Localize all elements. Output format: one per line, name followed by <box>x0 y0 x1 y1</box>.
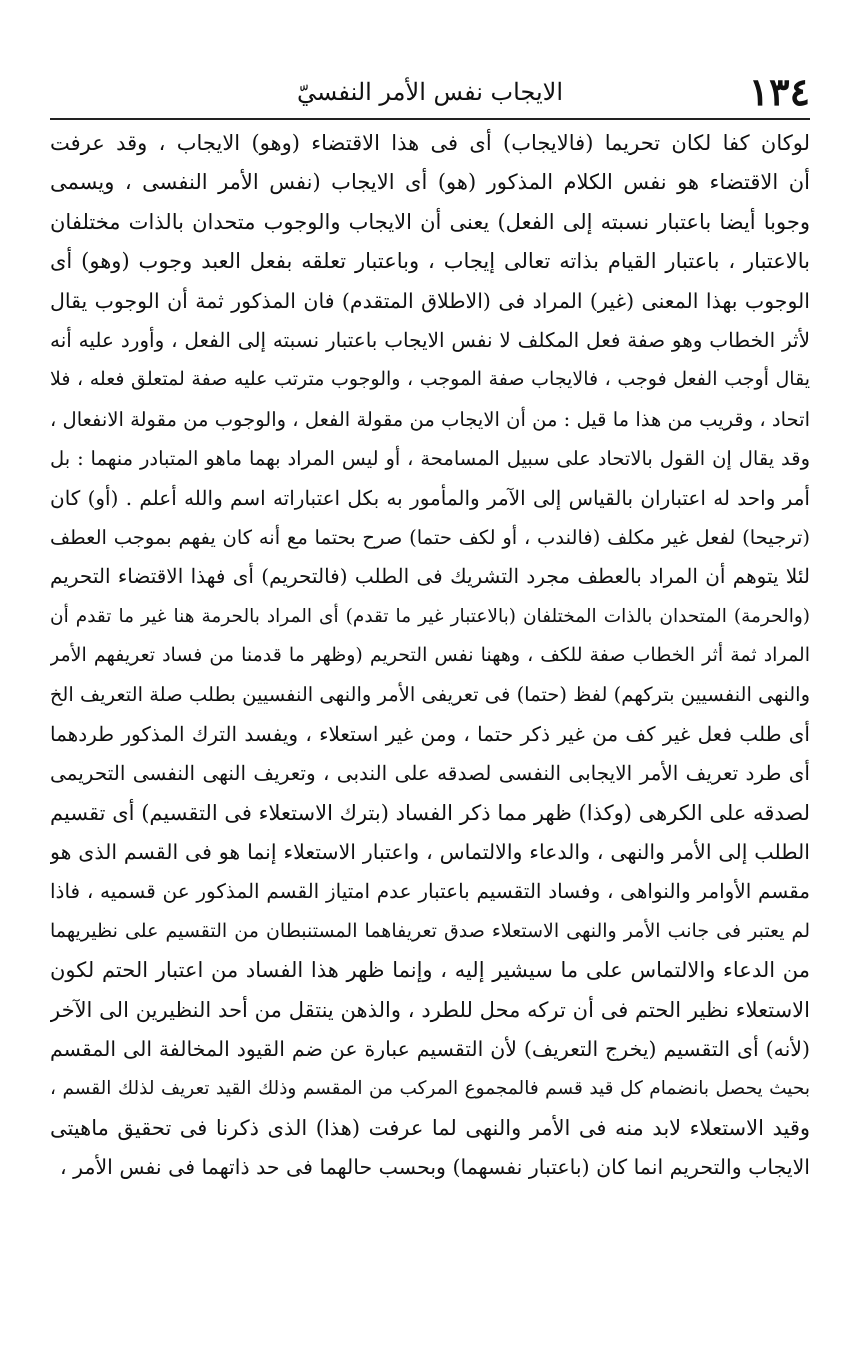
page-number: ١٣٤ <box>748 69 810 114</box>
text-line: بحيث يحصل بانضمام كل قيد قسم فالمجموع المركب من المقسم وذلك القيد تعريف لذلك القسم ، <box>50 1078 810 1100</box>
text-line: (والحرمة) المتحدان بالذات المختلفان (بالاعتبار غير ما تقدم) أى المراد بالحرمة هنا غير ما تقدم أن <box>50 605 810 627</box>
text-line: أن الاقتضاء هو نفس الكلام المذكور (هو) أى الايجاب (نفس الأمر النفسى ، ويسمى <box>50 170 810 195</box>
body-text <box>50 124 810 1188</box>
text-line: المراد ثمة أثر الخطاب صفة للكف ، وههنا نفس التحريم (وظهر ما قدمنا من فساد تعريفهم الأمر <box>50 644 810 667</box>
running-title: الايجاب نفس الأمر النفسيّ <box>297 78 563 106</box>
text-line: أمر واحد له اعتباران بالقياس إلى الآمر والمأمور به بكل اعتباراته اسم والله أعلم . (أو) كان <box>50 485 810 510</box>
header-rule <box>50 118 810 120</box>
text-line: لئلا يتوهم أن المراد بالعطف مجرد التشريك فى الطلب (فالتحريم) أى فهذا الاقتضاء التحريم <box>50 564 810 589</box>
text-line: الطلب إلى الأمر والنهى ، والدعاء والالتماس ، واعتبار الاستعلاء إنما هو فى القسم الذى هو <box>50 840 810 865</box>
text-line: لوكان كفا لكان تحريما (فالايجاب) أى فى هذا الاقتضاء (وهو) الايجاب ، وقد عرفت <box>50 131 810 155</box>
text-line: وقيد الاستعلاء لابد منه فى الأمر والنهى لما عرفت (هذا) الذى ذكرنا فى تحقيق ماهيتى <box>50 1115 810 1140</box>
text-line: أى طلب فعل غير كف من غير ذكر حتما ، ومن غير استعلاء ، ويفسد الترك المذكور طردهما <box>50 721 810 746</box>
text-line: وقد يقال إن القول بالاتحاد على سبيل المسامحة ، أو ليس المراد بهما ماهو المتبادر منهما : بل <box>50 447 810 471</box>
text-line: (ترجيحا) لفعل غير مكلف (فالندب ، أو لكف حتما) صرح بحتما مع أنه كان يفهم بموجب العطف <box>50 525 810 549</box>
text-line: وجوبا أيضا باعتبار نسبته إلى الفعل) يعنى أن الايجاب والوجوب متحدان بالذات مختلفان <box>50 209 810 234</box>
text-line: مقسم الأوامر والنواهى ، وفساد التقسيم باعتبار عدم امتياز القسم المذكور عن قسميه ، فاذا <box>50 879 810 904</box>
text-line: والنهى النفسيين بتركهم) لفظ (حتما) فى تعريفى الأمر والنهى النفسيين بطلب صلة التعريف الخ <box>50 683 810 707</box>
text-line: لأثر الخطاب وهو صفة فعل المكلف لا نفس الايجاب باعتبار نسبته إلى الفعل ، وأورد عليه أنه <box>50 327 810 352</box>
text-line: أى طرد تعريف الأمر الايجابى النفسى لصدقه على الندبى ، وتعريف النهى النفسى التحريمى <box>50 761 810 786</box>
text-line: لصدقه على الكرهى (وكذا) ظهر مما ذكر الفساد (بترك الاستعلاء فى التقسيم) أى تقسيم <box>50 800 810 825</box>
page-header <box>50 70 810 114</box>
text-line: بالاعتبار ، باعتبار القيام بذاته تعالى إيجاب ، وباعتبار تعلقه بفعل العبد وجوب (وهو) أى <box>50 249 810 274</box>
text-line: الاستعلاء نظير الحتم فى أن تركه محل للطرد ، والذهن ينتقل من أحد النظيرين الى الآخر <box>50 997 810 1022</box>
text-line: اتحاد ، وقريب من هذا ما قيل : من أن الايجاب من مقولة الفعل ، والوجوب من مقولة الانفعال ، <box>50 407 810 431</box>
text-line: من الدعاء والالتماس على ما سيشير إليه ، وإنما ظهر هذا الفساد من اعتبار الحتم لكون <box>50 958 810 983</box>
text-line: الايجاب والتحريم انما كان (باعتبار نفسهما) وبحسب حالهما فى حد ذاتهما فى نفس الأمر ، <box>60 1155 810 1180</box>
text-line: لم يعتبر فى جانب الأمر والنهى الاستعلاء صدق تعريفاهما المستنبطان من التقسيم على نظيريهما <box>50 919 810 942</box>
text-line: الوجوب بهذا المعنى (غير) المراد فى (الاطلاق المتقدم) فان المذكور ثمة أن الوجوب يقال <box>50 288 810 313</box>
text-line: يقال أوجب الفعل فوجب ، فالايجاب صفة الموجب ، والوجوب مترتب عليه صفة لمتعلق فعله ، فلا <box>50 368 810 391</box>
text-line: (لأنه) أى التقسيم (يخرج التعريف) لأن التقسيم عبارة عن ضم القيود المخالفة الى المقسم <box>50 1036 810 1061</box>
